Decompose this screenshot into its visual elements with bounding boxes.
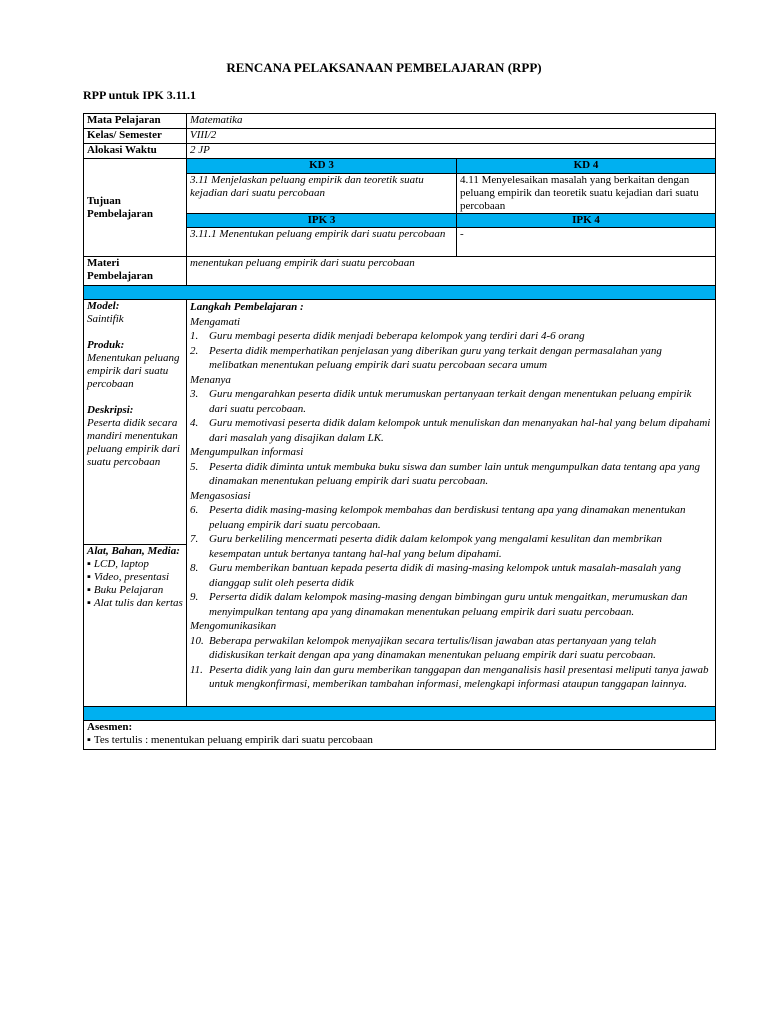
- step-text: Peserta didik yang lain dan guru memberikan tanggapan dan menganalisis hasil presentasi meliputi tanya jawab untuk mengkonfirmasi, memberikan tambahan informasi, melengkapi informasi ataupun tanggapan lainnya.: [209, 663, 709, 690]
- alat-item: ▪ Video, presentasi: [87, 571, 183, 584]
- kelas-value: VIII/2: [187, 129, 716, 144]
- step-number: 10.: [190, 634, 204, 647]
- steps-list-4: [190, 503, 712, 619]
- alokasi-label: Alokasi Waktu: [84, 144, 187, 159]
- step-number: 8.: [190, 562, 199, 574]
- mapel-label: Mata Pelajaran: [84, 114, 187, 129]
- tujuan-label: Tujuan Pembelajaran: [84, 159, 187, 257]
- step-item: [190, 532, 712, 561]
- asesmen-cell: [84, 721, 716, 750]
- alat-item: ▪ LCD, laptop: [87, 558, 183, 571]
- phase-menanya: Menanya: [190, 373, 231, 386]
- kd4-text: 4.11 Menyelesaikan masalah yang berkaitan dengan peluang empirik dan teoretik suatu kejadian dari suatu percobaan: [457, 174, 716, 214]
- produk-value: Menentukan peluang empirik dari suatu percobaan: [87, 352, 180, 390]
- step-item: [190, 561, 712, 590]
- kd3-text: 3.11 Menjelaskan peluang empirik dan teoretik suatu kejadian dari suatu percobaan: [187, 174, 457, 214]
- step-number: 1.: [190, 330, 199, 342]
- step-item: [190, 416, 712, 445]
- mapel-value: Matematika: [187, 114, 716, 129]
- kd4-header: KD 4: [457, 159, 716, 174]
- step-text: Guru memotivasi peserta didik dalam kelompok untuk menuliskan dan menanyakan hal-hal yang belum dipahami dari masalah yang disajikan dalam LK.: [209, 417, 711, 444]
- step-number: 2.: [190, 344, 199, 357]
- page-title: RENCANA PELAKSANAAN PEMBELAJARAN (RPP): [226, 60, 542, 75]
- step-item: [190, 634, 712, 663]
- step-number: 6.: [190, 504, 199, 516]
- alat-label: Alat, Bahan, Media:: [87, 545, 180, 557]
- step-number: 11.: [190, 663, 203, 676]
- step-item: [190, 590, 712, 619]
- step-text: Peserta didik diminta untuk membuka buku siswa dan sumber lain untuk mengumpulkan data tentang apa yang dinamakan menentukan peluang empirik dari suatu percobaan.: [209, 460, 700, 487]
- langkah-cell: [187, 300, 716, 707]
- ipk4-text: -: [457, 228, 716, 257]
- deskripsi-value: Peserta didik secara mandiri menentukan peluang empirik dari suatu percobaan: [87, 417, 180, 468]
- materi-value: menentukan peluang empirik dari suatu percobaan: [187, 257, 716, 286]
- step-text: Perserta didik dalam kelompok masing-masing dengan bimbingan guru untuk mengaitkan, merumuskan dan menyimpulkan tentang apa yang dinamakan menentukan peluang empirik dari suatu percobaan.: [209, 591, 688, 618]
- step-text: Guru berkeliling mencermati peserta didik dalam kelompok yang mengalami kesulitan dan membrikan kesempatan untuk bertanya tantang hal-hal yang belum dipahami.: [209, 533, 663, 560]
- alokasi-value: 2 JP: [187, 144, 716, 159]
- steps-list-1: [190, 329, 712, 373]
- phase-mengomunikasikan: Mengomunikasikan: [190, 620, 277, 632]
- sidebar-alat: [84, 545, 186, 610]
- rpp-table: [83, 113, 716, 750]
- steps-list-5: [190, 634, 712, 692]
- sidebar-cell: [84, 300, 187, 707]
- step-number: 9.: [190, 591, 199, 603]
- separator-bar: [84, 286, 716, 300]
- step-item: [190, 460, 712, 489]
- separator-bar: [84, 707, 716, 721]
- ipk3-text-content: 3.11.1 Menentukan peluang empirik dari suatu percobaan: [190, 228, 446, 240]
- kd3-header: KD 3: [187, 159, 457, 174]
- model-label: Model:: [87, 300, 120, 312]
- deskripsi-label: Deskripsi:: [87, 404, 134, 416]
- asesmen-item: ▪ Tes tertulis : menentukan peluang empirik dari suatu percobaan: [87, 734, 712, 747]
- steps-list-2: [190, 387, 712, 445]
- step-number: 3.: [190, 388, 199, 400]
- step-item: [190, 344, 712, 373]
- kelas-label: Kelas/ Semester: [84, 129, 187, 144]
- alat-item: ▪ Alat tulis dan kertas: [87, 597, 183, 610]
- alat-item: ▪ Buku Pelajaran: [87, 584, 183, 597]
- step-text: Peserta didik memperhatikan penjelasan yang diberikan guru yang terkait dengan permasalahan yang melibatkan menentukan peluang empirik dari suatu percobaan secara umum: [209, 344, 662, 371]
- step-text: Guru memberikan bantuan kepada peserta didik di masing-masing kelompok untuk masalah-masalah yang dianggap sulit oleh peserta didik: [209, 562, 682, 589]
- rpp-subtitle: RPP untuk IPK 3.11.1: [83, 88, 197, 102]
- phase-mengamati: Mengamati: [190, 315, 241, 328]
- phase-mengasosiasi: Mengasosiasi: [190, 489, 251, 502]
- ipk3-text: [187, 228, 457, 257]
- ipk4-header: IPK 4: [457, 214, 716, 228]
- steps-list-3: [190, 460, 712, 489]
- step-text: Guru mengarahkan peserta didik untuk merumuskan pertanyaan terkait dengan menentukan peluang empirik dari suatu percobaan.: [209, 388, 692, 415]
- asesmen-list: [87, 734, 712, 747]
- ipk3-header: IPK 3: [187, 214, 457, 228]
- step-item: [190, 387, 712, 416]
- step-text: Peserta didik masing-masing kelompok membahas dan berdiskusi tentang apa yang dinamakan menentukan peluang empirik dari suatu percobaan.: [209, 504, 686, 531]
- step-item: [190, 663, 712, 692]
- langkah-title: Langkah Pembelajaran :: [190, 301, 304, 313]
- step-number: 7.: [190, 533, 199, 545]
- step-number: 4.: [190, 417, 199, 429]
- step-text: Guru membagi peserta didik menjadi beberapa kelompok yang terdiri dari 4-6 orang: [209, 330, 585, 342]
- phase-mengumpulkan: Mengumpulkan informasi: [190, 446, 304, 458]
- step-item: [190, 503, 712, 532]
- step-number: 5.: [190, 460, 199, 473]
- model-value: Saintifik: [87, 313, 124, 325]
- alat-list: [87, 558, 183, 610]
- step-text: Beberapa perwakilan kelompok menyajikan secara tertulis/lisan jawaban atas pertanyaan yang telah didiskusikan terkait dengan apa yang dinamakan menentukan peluang empirik dari suatu percobaan.: [209, 634, 657, 661]
- materi-label: Materi Pembelajaran: [84, 257, 187, 286]
- produk-label: Produk:: [87, 339, 125, 351]
- sidebar-top: [84, 300, 186, 545]
- step-item: [190, 329, 712, 344]
- asesmen-label: Asesmen:: [87, 721, 133, 733]
